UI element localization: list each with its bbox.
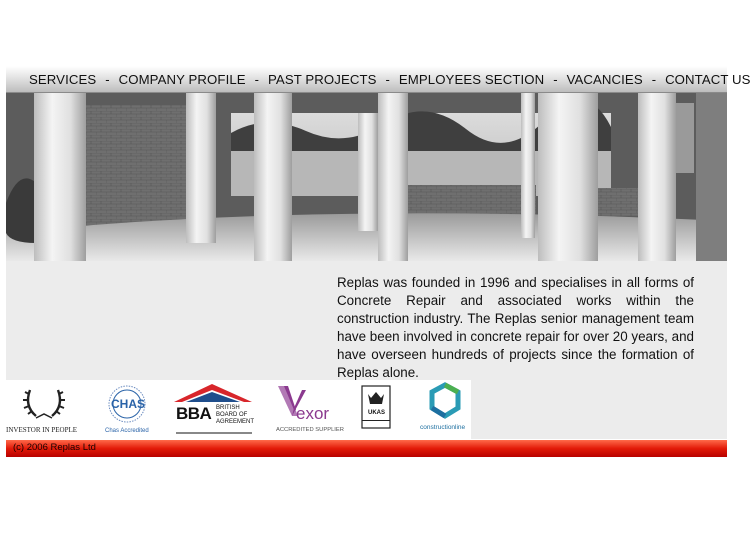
nav-vacancies-link[interactable]: VACANCIES [566,71,643,87]
chas-logo [98,380,158,439]
hero-colonnade-photo [6,93,727,261]
vexor-wordmark: exor [296,404,330,423]
hero-illustration [6,93,727,261]
nav-past-projects-link[interactable]: PAST PROJECTS [268,71,377,87]
nav-items [6,72,751,87]
nav-separator: - [651,71,657,87]
constructionline-logo [418,380,471,439]
investors-caption: INVESTOR IN PEOPLE [6,426,78,434]
bba-line2: BOARD OF [216,412,248,418]
nav-separator: - [553,71,558,87]
copyright-text: (c) 2006 Replas Ltd [13,442,96,453]
chas-caption: Chas Accredited [105,428,149,434]
bba-wordmark: BBA [176,404,212,423]
vexor-caption: ACCREDITED SUPPLIER [276,427,344,433]
nav-company-profile-link[interactable]: COMPANY PROFILE [118,71,246,87]
vexor-logo [272,380,344,439]
nav-services-link[interactable]: SERVICES [29,71,97,87]
constructionline-wordmark: constructionline [420,424,466,431]
bba-line1: BRITISH [216,405,240,411]
nav-employees-section-link[interactable]: EMPLOYEES SECTION [398,71,545,87]
accreditation-logos [6,380,471,439]
ukas-wordmark: UKAS [368,410,386,416]
nav-separator: - [385,71,390,87]
nav-separator: - [105,71,110,87]
ukas-logo [358,380,396,439]
bba-line3: AGREEMENT [216,419,255,425]
nav-contact-us-link[interactable]: CONTACT US [665,71,751,87]
top-whitespace [0,0,727,66]
investors-in-people-logo [6,380,86,439]
main-nav [6,66,751,93]
bba-logo [172,380,256,439]
intro-paragraph: Replas was founded in 1996 and specialises in all forms of Concrete Repair and associated works within the construction industry. The Replas senior management team have been involved in concrete repair for over 20 years, and have overseen hundreds of projects since the formation of Replas alone. [337,275,694,381]
nav-separator: - [254,71,260,87]
chas-wordmark: CHAS [111,397,146,411]
footer-bar [6,440,727,457]
